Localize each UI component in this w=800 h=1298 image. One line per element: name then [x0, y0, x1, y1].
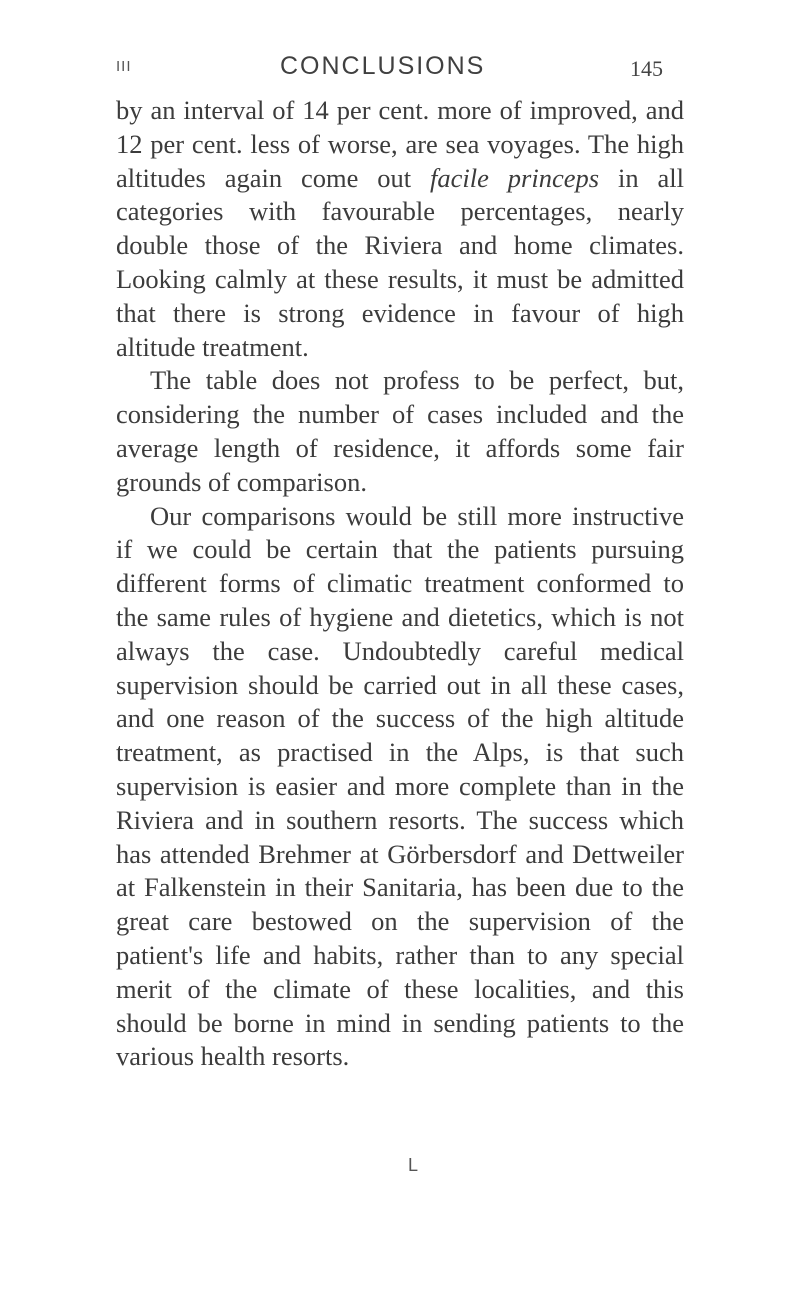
- paragraph-1: [116, 94, 684, 364]
- paragraph-3: Our comparisons would be still more instructive if we could be certain that the patients pursuing different forms of climatic treatment conformed to the same rules of hygiene and dietetics, which is not always the case. Undoubtedly careful medical supervision should be carried out in all these cases, and one reason of the success of the high altitude treatment, as practised in the Alps, is that such supervision is easier and more complete than in the Riviera and in southern resorts. The success which has attended Brehmer at Görbersdorf and Dettweiler at Falkenstein in their Sanitaria, has been due to the great care bestowed on the supervision of the patient's life and habits, rather than to any special merit of the climate of these localities, and this should be borne in mind in sending patients to the various health resorts.: [116, 500, 684, 1072]
- paragraph-1-text-a: by an interval of 14 per cent. more of improved, and 12 per cent. less of worse, are sea voyages. The high altitudes again come out: [116, 95, 684, 193]
- page-number: 145: [630, 56, 663, 81]
- paragraph-2: The table does not profess to be perfect, but, considering the number of cases included and the average length of residence, it affords some fair grounds of comparison.: [116, 365, 684, 497]
- chapter-title: CONCLUSIONS: [280, 52, 486, 80]
- body-text: [116, 94, 684, 1074]
- italic-phrase: facile princeps: [430, 162, 600, 193]
- signature-mark: III: [116, 58, 132, 75]
- running-head: [0, 52, 800, 88]
- signature-letter: L: [408, 1155, 419, 1175]
- paragraph-1-text-b: in all categories with favourable percentages, nearly double those of the Riviera and home climates. Looking calmly at these results, it must be admitted that there is strong evidence in favour of high altitude treatment.: [116, 162, 684, 362]
